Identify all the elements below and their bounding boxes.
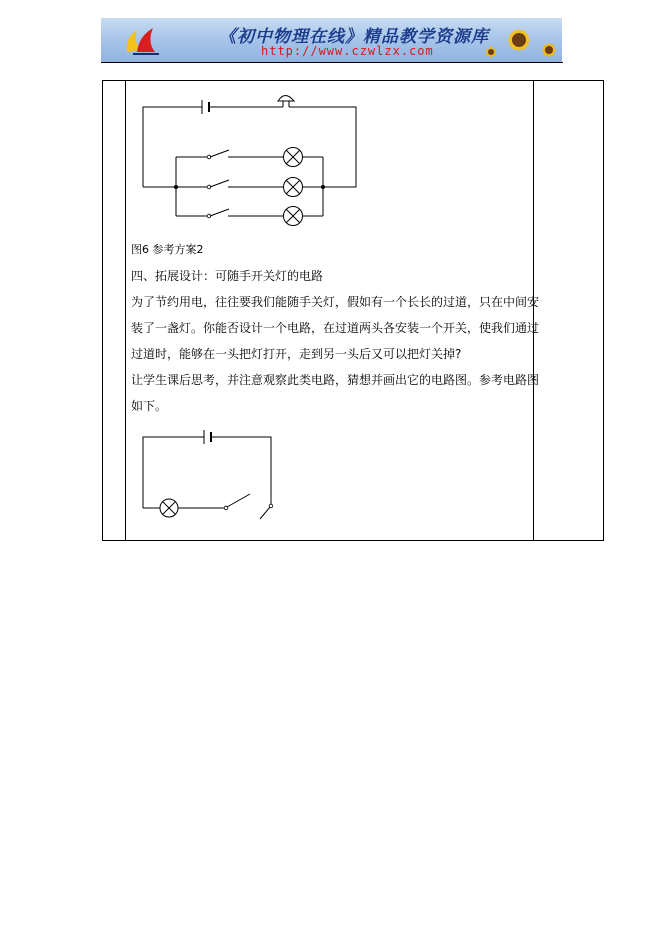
figure-caption: 图6 参考方案2: [131, 243, 204, 256]
paragraph-line: 装了一盏灯。你能否设计一个电路，在过道两头各安装一个开关，使我们通过: [131, 321, 540, 335]
paragraph-line: 让学生课后思考，并注意观察此类电路，猜想并画出它的电路图。参考电路图: [131, 373, 540, 387]
battery-icon: [204, 430, 211, 444]
switch-icon: [224, 494, 273, 519]
paragraph-line: 过道时，能够在一头把灯打开，走到另一头后又可以把灯关掉?: [131, 347, 462, 361]
lamp-icon: [160, 499, 178, 517]
site-url: http://www.czwlzx.com: [261, 44, 434, 58]
site-title: 《初中物理在线》精品教学资源库: [219, 27, 489, 47]
paragraph-line: 如下。: [131, 399, 168, 413]
paragraph-line: 为了节约用电，往往要我们能随手关灯，假如有一个长长的过道，只在中间安: [131, 295, 540, 309]
circuit-wires: [143, 437, 271, 508]
section-heading: 四、拓展设计：可随手开关灯的电路: [131, 269, 324, 283]
